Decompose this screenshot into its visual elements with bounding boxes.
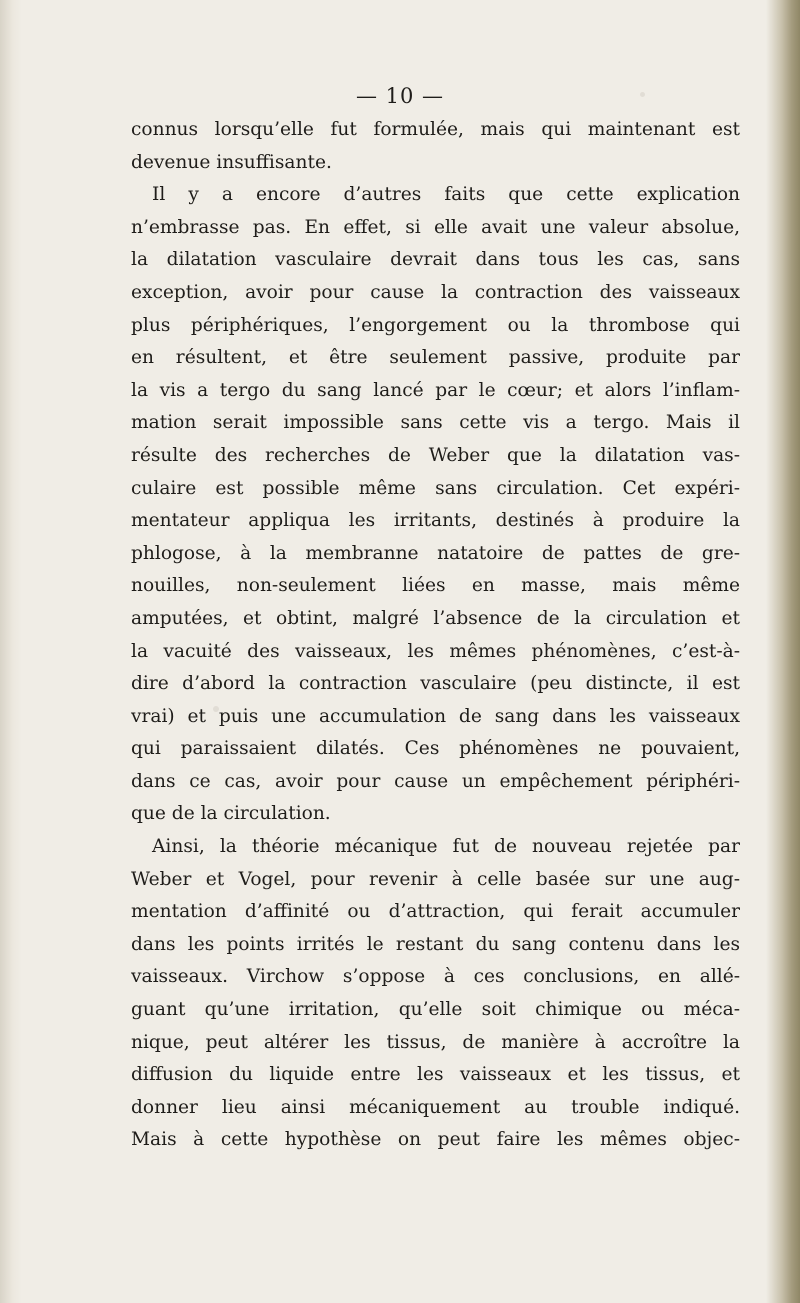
page-number: — 10 — (355, 84, 445, 108)
text-line: mentateur appliqua les irritants, destinés à produire la (131, 510, 740, 532)
text-line: Ainsi, la théorie mécanique fut de nouveau rejetée par (152, 836, 740, 858)
text-line: n’embrasse pas. En effet, si elle avait une valeur absolue, (131, 216, 740, 238)
text-line: culaire est possible même sans circulation. Cet expéri- (131, 477, 740, 499)
text-line: amputées, et obtint, malgré l’absence de la circulation et (131, 607, 740, 629)
text-line: diffusion du liquide entre les vaisseaux et les tissus, et (131, 1064, 740, 1086)
text-line: dire d’abord la contraction vasculaire (peu distincte, il est (131, 673, 740, 695)
text-line: mentation d’affinité ou d’attraction, qui ferait accumuler (131, 901, 740, 923)
text-line: Mais à cette hypothèse on peut faire les mêmes objec- (131, 1129, 740, 1151)
text-line: phlogose, à la membranne natatoire de pattes de gre- (131, 542, 740, 564)
text-line: vaisseaux. Virchow s’oppose à ces conclusions, en allé- (131, 966, 740, 988)
text-line: Il y a encore d’autres faits que cette explication (152, 184, 740, 206)
text-line: nique, peut altérer les tissus, de manière à accroître la (131, 1031, 740, 1053)
text-line: la vis a tergo du sang lancé par le cœur; et alors l’inflam- (131, 379, 740, 401)
body-text (131, 114, 740, 1157)
text-line: dans ce cas, avoir pour cause un empêchement périphéri- (131, 770, 740, 792)
text-line: guant qu’une irritation, qu’elle soit chimique ou méca- (131, 999, 740, 1021)
text-line: la vacuité des vaisseaux, les mêmes phénomènes, c’est-à- (131, 640, 740, 662)
page-right-edge (766, 0, 800, 1303)
text-line: devenue insuffisante. (131, 151, 332, 173)
text-line: vrai) et puis une accumulation de sang dans les vaisseaux (131, 705, 740, 727)
text-line: résulte des recherches de Weber que la dilatation vas- (131, 444, 740, 466)
text-line: Weber et Vogel, pour revenir à celle basée sur une aug- (131, 868, 740, 890)
text-line: donner lieu ainsi mécaniquement au trouble indiqué. (131, 1096, 740, 1118)
text-line: nouilles, non-seulement liées en masse, mais même (131, 575, 740, 597)
text-line: mation serait impossible sans cette vis a tergo. Mais il (131, 412, 740, 434)
text-line: la dilatation vasculaire devrait dans tous les cas, sans (131, 249, 740, 271)
text-line: connus lorsqu’elle fut formulée, mais qui maintenant est (131, 119, 740, 140)
text-line: en résultent, et être seulement passive, produite par (131, 347, 740, 369)
text-line: qui paraissaient dilatés. Ces phénomènes ne pouvaient, (131, 738, 740, 760)
text-line: que de la circulation. (131, 803, 331, 825)
text-line: exception, avoir pour cause la contraction des vaisseaux (131, 281, 740, 303)
text-line: dans les points irrités le restant du sang contenu dans les (131, 933, 740, 955)
text-line: plus périphériques, l’engorgement ou la thrombose qui (131, 314, 740, 336)
page-left-edge (0, 0, 22, 1303)
